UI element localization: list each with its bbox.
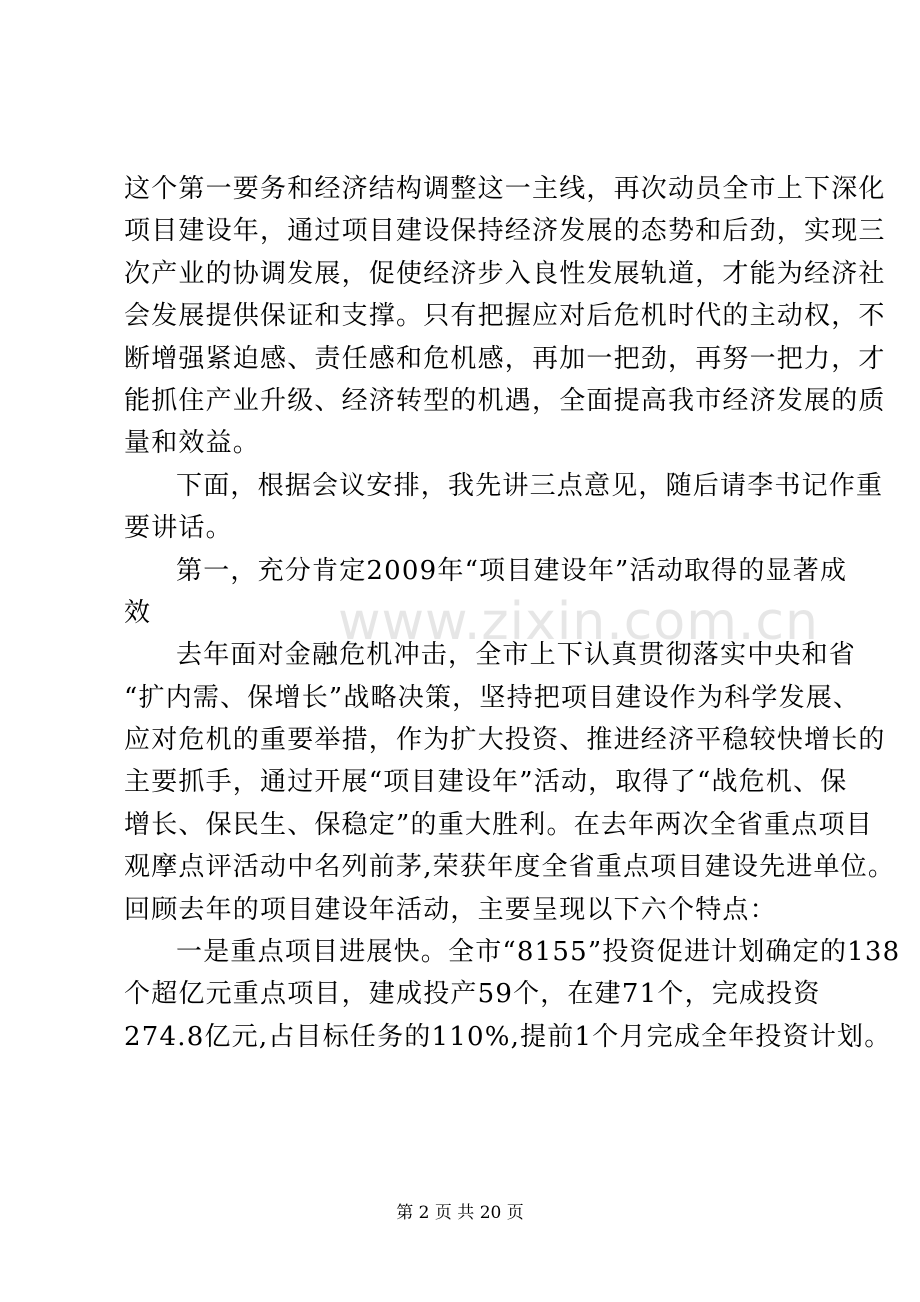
text-line: 应对危机的重要举措，作为扩大投资、推进经济平稳较快增长的 xyxy=(124,725,886,756)
watermark: www.zixin.com.cn xyxy=(338,592,819,652)
text-line: 能抓住产业升级、经济转型的机遇，全面提高我市经济发展的质 xyxy=(124,385,886,416)
text-line: 断增强紧迫感、责任感和危机感，再加一把劲，再努一把力，才 xyxy=(124,343,886,374)
text-line: 去年面对金融危机冲击，全市上下认真贯彻落实中央和省 xyxy=(176,640,857,671)
section-heading-line: 第一，充分肯定2009年“项目建设年”活动取得的显著成 xyxy=(176,555,848,586)
section-heading-line: 效 xyxy=(124,597,152,628)
text-line: 量和效益。 xyxy=(124,428,261,459)
document-body xyxy=(124,168,901,1058)
text-line: 主要抓手，通过开展“项目建设年”活动，取得了“战危机、保 xyxy=(124,767,848,798)
text-line: 项目建设年，通过项目建设保持经济发展的态势和后劲，实现三 xyxy=(124,216,886,247)
text-line: “扩内需、保增长”战略决策，坚持把项目建设作为科学发展、 xyxy=(124,682,861,713)
text-line: 274.8亿元,占目标任务的110%,提前1个月完成全年投资计划。 xyxy=(124,1021,892,1052)
page-number-footer: 第 2 页 共 20 页 xyxy=(396,1203,524,1223)
text-line: 会发展提供保证和支撑。只有把握应对后危机时代的主动权，不 xyxy=(124,301,886,332)
text-line: 一是重点项目进展快。全市“8155”投资促进计划确定的138 xyxy=(176,937,901,968)
text-line: 增长、保民生、保稳定”的重大胜利。在去年两次全省重点项目 xyxy=(124,809,873,840)
text-line: 回顾去年的项目建设年活动，主要呈现以下六个特点： xyxy=(124,894,777,925)
text-line: 要讲话。 xyxy=(124,513,233,544)
text-line: 观摩点评活动中名列前茅,荣获年度全省重点项目建设先进单位。 xyxy=(124,852,896,883)
text-line: 次产业的协调发展，促使经济步入良性发展轨道，才能为经济社 xyxy=(124,258,886,289)
text-line: 下面，根据会议安排，我先讲三点意见，随后请李书记作重 xyxy=(176,470,884,501)
text-line: 这个第一要务和经济结构调整这一主线，再次动员全市上下深化 xyxy=(124,174,886,204)
text-line: 个超亿元重点项目，建成投产59个，在建71个，完成投资 xyxy=(124,979,821,1010)
